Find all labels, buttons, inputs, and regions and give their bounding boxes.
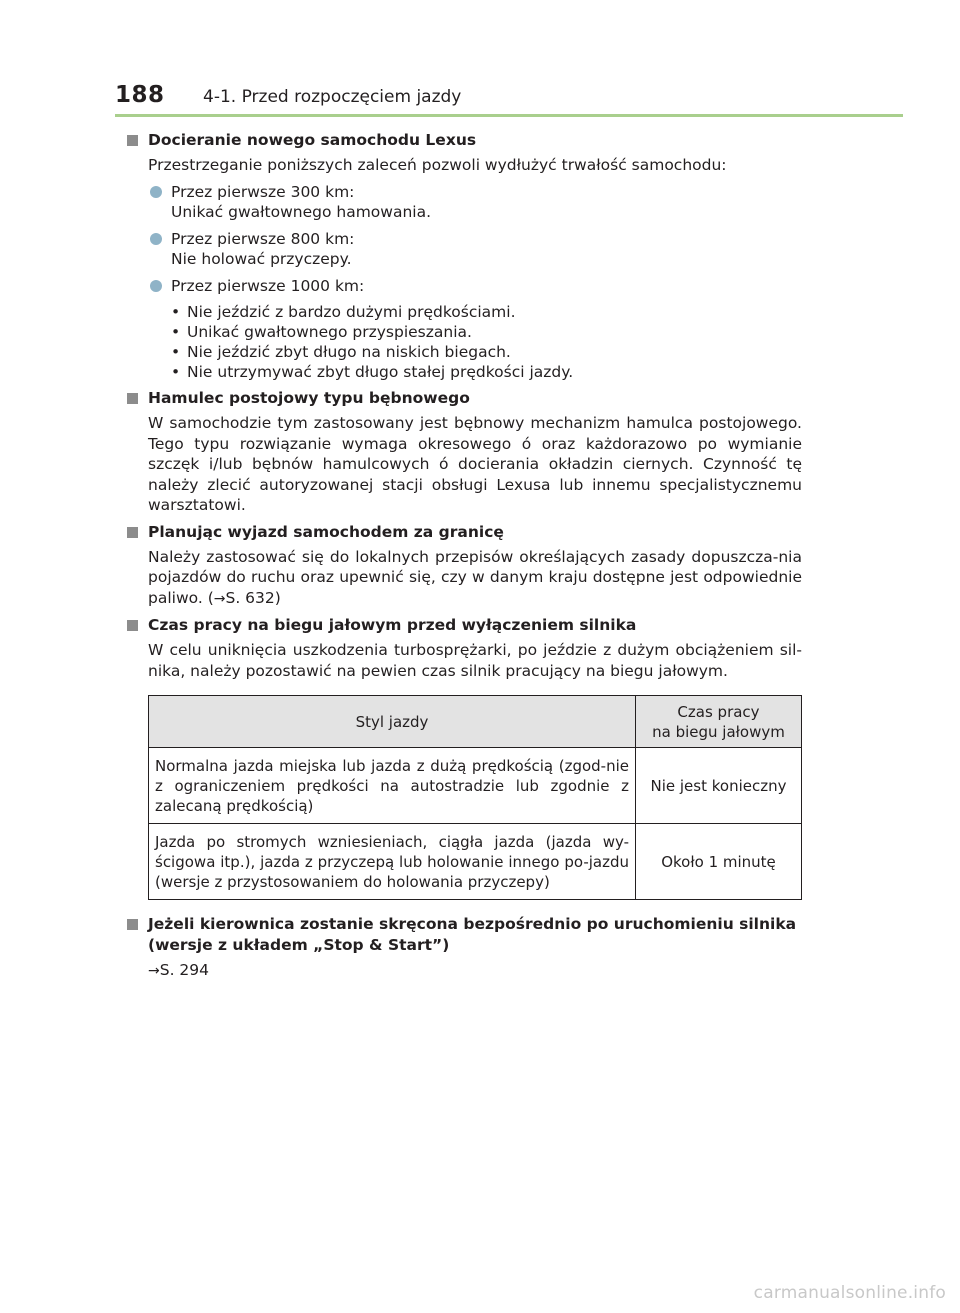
section-heading-text: Jeżeli kierownica zostanie skręcona bezpośrednio po uruchomieniu silnika (wersje z układem „Stop & Start”)	[148, 915, 797, 954]
table-header-row	[149, 696, 802, 748]
square-bullet-icon	[127, 393, 138, 404]
list-item-title: Przez pierwsze 800 km:	[171, 229, 355, 248]
table-cell: Około 1 minutę	[636, 824, 802, 900]
section-heading-text: Docieranie nowego samochodu Lexus	[148, 131, 477, 149]
square-bullet-icon	[127, 919, 138, 930]
sub-bullet-list	[126, 302, 802, 382]
arrow-right-icon: →	[148, 963, 160, 979]
section-heading-text: Planując wyjazd samochodem za granicę	[148, 522, 504, 541]
section-steering	[126, 914, 802, 982]
list-item-text: Nie holować przyczepy.	[171, 250, 352, 268]
section-idle	[126, 615, 802, 900]
section-text: W samochodzie tym zastosowany jest bębnowy mechanizm hamulca postojowego. Tego typu rozwiązanie wymaga okresowego ó oraz każdorazowo po wymianie szczęk i/lub bębnów hamulcowych ó docierania okładzin ciernych. Czynność tę należy zlecić autoryzowanej stacji obsługi Lexusa lub innemu specjalistycznemu warsztatowi.	[148, 414, 802, 514]
page-reference[interactable]: S. 294	[159, 961, 210, 979]
sub-bullet-item: • Nie jeździć zbyt długo na niskich biegach.	[171, 343, 511, 361]
table-cell: Nie jest konieczny	[636, 748, 802, 824]
section-drum-brake	[126, 388, 802, 516]
circle-bullet-icon	[150, 233, 162, 245]
section-text: W celu uniknięcia uszkodzenia turbosprężarki, po jeździe z dużym obciążeniem sil-nika, należy pozostawić na pewien czas silnik pracujący na biegu jałowym.	[148, 641, 802, 680]
section-heading	[126, 914, 802, 956]
circle-bullet-icon	[150, 186, 162, 198]
section-heading-text: Czas pracy na biegu jałowym przed wyłączeniem silnika	[148, 616, 637, 634]
page-number: 188	[115, 82, 165, 108]
page-reference[interactable]: S. 632)	[225, 588, 281, 607]
section-heading	[126, 130, 802, 151]
circle-bullet-icon	[150, 280, 162, 292]
sub-bullet-item: • Nie jeździć z bardzo dużymi prędkościami.	[171, 303, 516, 321]
list-item	[126, 229, 802, 270]
table-cell: Normalna jazda miejska lub jazda z dużą prędkością (zgod-nie z ograniczeniem prędkości na autostradzie lub zgodnie z zalecaną prędkością)	[149, 748, 636, 824]
section-text	[126, 960, 802, 982]
section-heading-text: Hamulec postojowy typu bębnowego	[148, 389, 470, 407]
list-item	[126, 276, 802, 297]
sub-bullet-item: • Nie utrzymywać zbyt długo stałej prędkości jazdy.	[171, 363, 574, 381]
section-intro: Przestrzeganie poniższych zaleceń pozwoli wydłużyć trwałość samochodu:	[148, 156, 727, 174]
page-header	[115, 80, 905, 112]
sub-bullet-item: • Unikać gwałtownego przyspieszania.	[171, 323, 472, 341]
square-bullet-icon	[127, 135, 138, 146]
section-heading	[126, 615, 802, 636]
arrow-right-icon: →	[213, 590, 226, 607]
section-text: Należy zastosować się do lokalnych przepisów określających zasady dopuszcza-nia pojazdów do ruchu oraz upewnić się, czy w danym kraju dostępne jest odpowiednie paliwo. (→S. 632)	[148, 547, 802, 607]
table-row	[149, 824, 802, 900]
idle-time-table	[148, 695, 802, 900]
section-abroad	[126, 522, 802, 610]
page-content	[126, 130, 802, 988]
list-item-title: Przez pierwsze 1000 km:	[171, 276, 365, 295]
table-cell: Jazda po stromych wzniesieniach, ciągła jazda (jazda wy-ścigowa itp.), jazda z przyczepą lub holowanie innego po-jazdu (wersje z przystosowaniem do holowania przyczepy)	[149, 824, 636, 900]
watermark: carmanualsonline.info	[753, 1283, 946, 1303]
table-header-cell: Czas pracy na biegu jałowym	[636, 696, 802, 748]
table-header-cell: Styl jazdy	[149, 696, 636, 748]
table-row	[149, 748, 802, 824]
chapter-title: 4-1. Przed rozpoczęciem jazdy	[203, 87, 462, 107]
header-divider	[115, 114, 903, 117]
list-item-text: Unikać gwałtownego hamowania.	[171, 203, 432, 221]
square-bullet-icon	[127, 620, 138, 631]
section-break-in	[126, 130, 802, 382]
section-heading	[126, 522, 802, 543]
list-item	[126, 182, 802, 223]
section-heading	[126, 388, 802, 409]
list-item-title: Przez pierwsze 300 km:	[171, 182, 355, 201]
square-bullet-icon	[127, 527, 138, 538]
